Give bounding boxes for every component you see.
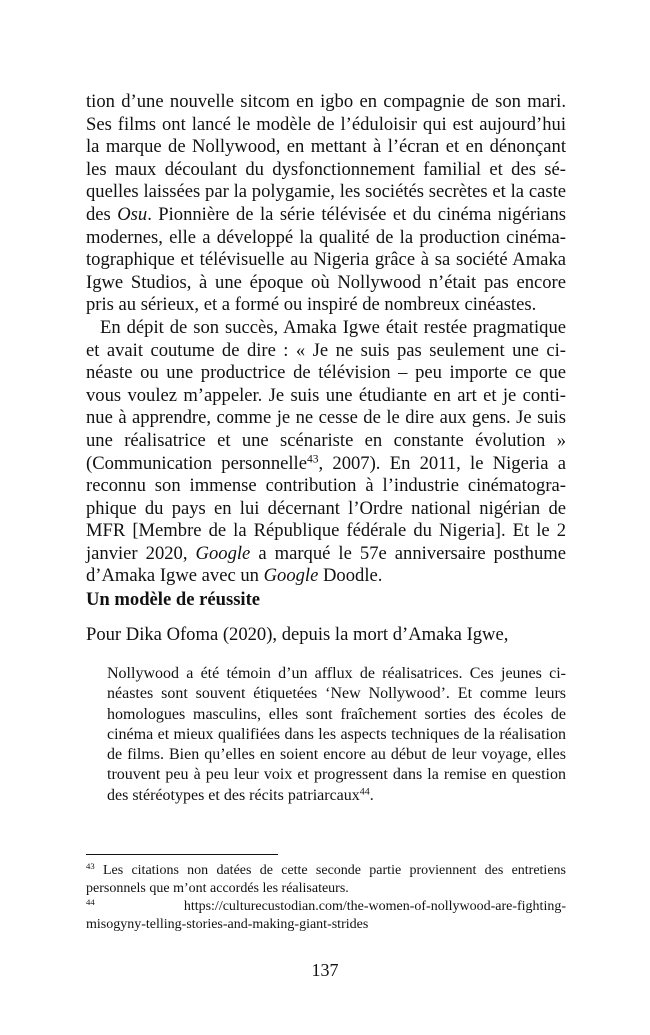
- footnote-number-44: 44: [86, 897, 95, 908]
- footnote-44-line-2: [86, 916, 566, 934]
- paragraph-1-text: tion d’une nouvelle sitcom en igbo en compagnie de son mari. Ses films ont lancé le modèle de l’éduloisir qui est aujourd’hui la marque de Nollywood, en mettant à l’écran et en dénonçant les maux découlant du dysfonctionnement familial et des séquelles laissées par la polygamie, les sociétés secrètes et la caste des: [86, 91, 566, 225]
- block-quote: [107, 664, 566, 806]
- paragraph-2-text-start: En dépit de son succès, Amaka Igwe était restée pragmatique et avait coutume de dire : « Je ne suis pas seulement une cinéaste ou une productrice de télévision – peu importe ce que vous voulez m’appeler. Je suis une étudiante en art et je continue à apprendre, comme je ne cesse de le dire aux gens. Je suis une réalisatrice et une scénariste en constante évolution » (Communication personnelle: [86, 316, 566, 474]
- paragraph-2-text-mid: , 2007). En 2011, le Nigeria a reconnu son immense contribution à l’industrie cinématographique du pays en lui décernant l’Ordre national nigérian de MFR [Membre de la République fédérale du Nigeria]. Et le 2 janvier 2020,: [86, 452, 566, 564]
- italic-osu: Osu: [117, 203, 148, 225]
- paragraph-2: [86, 317, 566, 588]
- footnotes: [86, 862, 566, 934]
- block-quote-paragraph: [107, 664, 566, 806]
- footnote-44-url-part-2[interactable]: misogyny-telling-stories-and-making-giant-strides: [86, 917, 369, 932]
- paragraph-2-text-mid2: a marqué le 57e anniversaire posthume d’Amaka Igwe avec un: [86, 542, 566, 587]
- footnote-ref-43[interactable]: 43: [306, 453, 319, 466]
- body-text: [86, 91, 566, 588]
- footnote-44-line-1: [86, 898, 566, 916]
- italic-google-2: Google: [263, 565, 319, 587]
- footnote-43-text: Les citations non datées de cette seconde partie proviennent des entretiens personnels que m’ont accordés les réalisateurs.: [86, 863, 566, 896]
- quote-intro-line: Pour Dika Ofoma (2020), depuis la mort d’Amaka Igwe,: [86, 624, 509, 645]
- paragraph-1: [86, 91, 566, 317]
- italic-google: Google: [195, 542, 251, 564]
- paragraph-2-text-end: Doodle.: [318, 565, 383, 587]
- footnote-number-43: 43: [86, 861, 95, 872]
- footnote-44-url-part-1[interactable]: https://culturecustodian.com/the-women-of-nollywood-are-fighting-: [183, 899, 566, 914]
- paragraph-1-text-end: . Pionnière de la série télévisée et du cinéma nigérians modernes, elle a développé la qualité de la production cinématographique et télévisuelle au Nigeria grâce à sa société Amaka Igwe Studios, à une époque où Nollywood n’était pas encore pris au sérieux, et a formé ou inspiré de nombreux cinéastes.: [86, 203, 566, 316]
- block-quote-text-end: .: [369, 786, 374, 804]
- page-number: 137: [311, 960, 339, 980]
- footnote-43: [86, 862, 566, 898]
- section-heading: Un modèle de réussite: [86, 589, 261, 610]
- footnote-ref-44[interactable]: 44: [359, 786, 370, 798]
- footnote-separator: [86, 854, 278, 855]
- block-quote-text: Nollywood a été témoin d’un afflux de réalisatrices. Ces jeunes cinéastes sont souvent étiquetées ‘New Nollywood’. Et comme leurs homologues masculins, elles sont fraîchement sorties des écoles de cinéma et mieux qualifiées dans les aspects techniques de la réalisation de films. Bien qu’elles en soient encore au début de leur voyage, elles trouvent peu à peu leur voix et progressent dans la remise en question des stéréotypes et des récits patriarcaux: [107, 665, 566, 804]
